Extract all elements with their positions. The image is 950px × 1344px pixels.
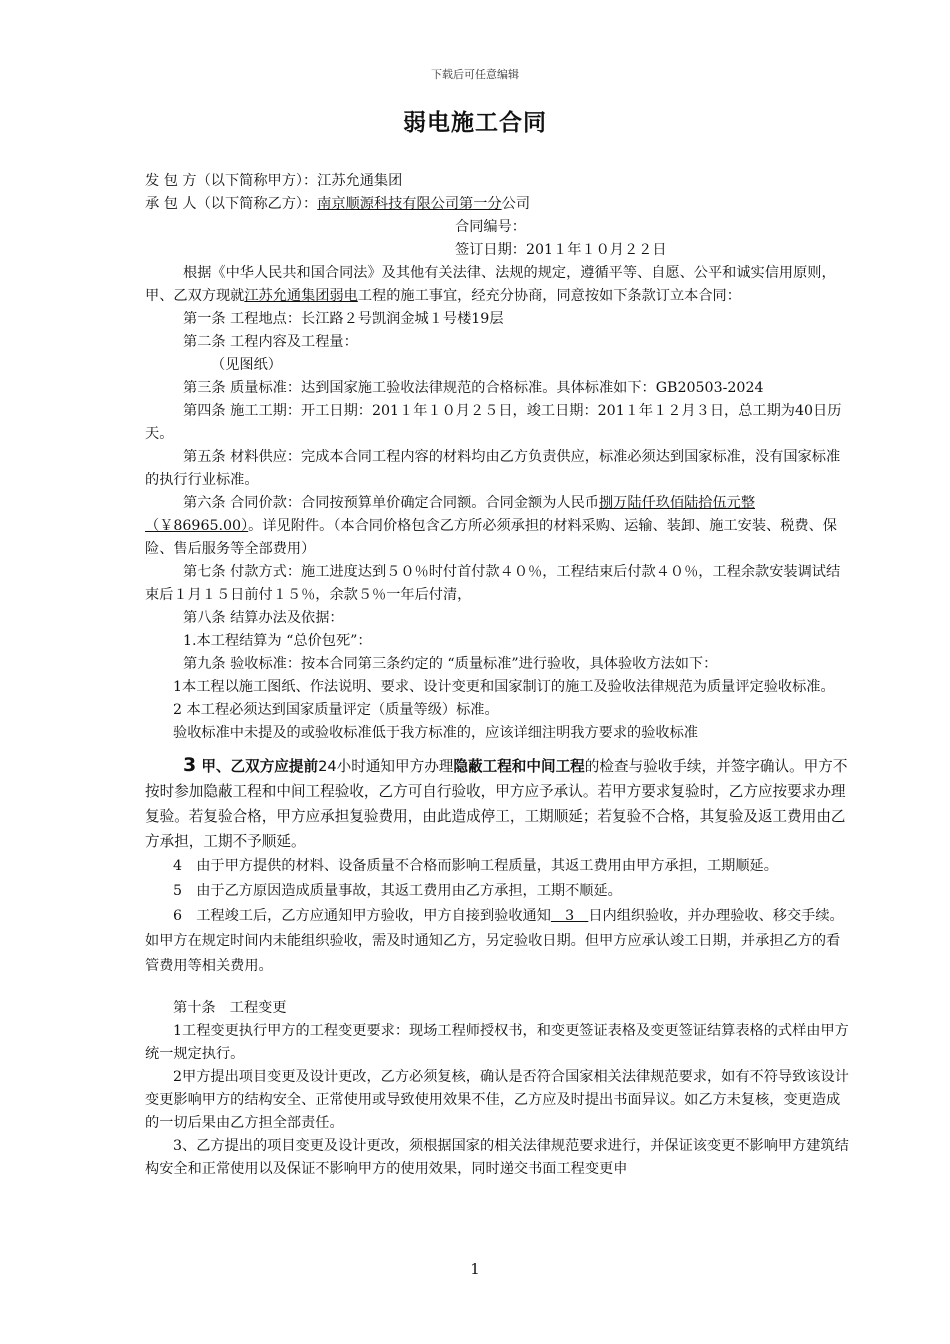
clause-9: 第九条 验收标准：按本合同第三条约定的 “质量标准”进行验收，具体验收方法如下： xyxy=(183,656,718,672)
clause-9-item-2: 2 本工程必须达到国家质量评定（质量等级）标准。 xyxy=(173,702,499,718)
clause-3: 第三条 质量标准：达到国家施工验收法律规范的合格标准。具体标准如下：GB20503-2024 xyxy=(183,380,764,396)
header-note: 下载后可任意编辑 xyxy=(431,68,519,81)
project-name: 江苏允通集团弱电 xyxy=(244,288,358,304)
sign-date: 签订日期：201１年１０月２２日 xyxy=(455,242,667,258)
intro-paragraph: 根据《中华人民共和国合同法》及其他有关法律、法规的规定，遵循平等、自愿、公平和诚实信用原则，甲、乙双方现就江苏允通集团弱电工程的施工事宜，经充分协商，同意按如下条款订立本合同： xyxy=(145,265,836,304)
contract-body xyxy=(145,170,853,1181)
clause-1: 第一条 工程地点：长江路２号凯润金城１号楼19层 xyxy=(183,311,504,327)
clause-9-note: 验收标准中未提及的或验收标准低于我方标准的，应该详细注明我方要求的验收标准 xyxy=(173,725,698,741)
clause-10-item-2: 2甲方提出项目变更及设计更改，乙方必须复核，确认是否符合国家相关法律规范要求，如有不符导致该设计变更影响甲方的结构安全、正常使用或导致使用效果不佳，乙方应及时提出书面异议。如乙方未复核，变更造成的一切后果由乙方担全部责任。 xyxy=(145,1069,849,1131)
clause-10: 第十条 工程变更 xyxy=(173,1000,287,1016)
party-b-name: 南京顺源科技有限公司第一分 xyxy=(317,196,502,212)
clause-9-item-5: 5 由于乙方原因造成质量事故，其返工费用由乙方承担，工期不顺延。 xyxy=(173,883,622,899)
clause-10-item-3: 3、乙方提出的项目变更及设计更改，须根据国家的相关法律规范要求进行，并保证该变更不影响甲方建筑结构安全和正常使用以及保证不影响甲方的使用效果，同时递交书面工程变更申 xyxy=(145,1138,849,1177)
clause-6: 第六条 合同价款：合同按预算单价确定合同额。合同金额为人民币捌万陆仟玖佰陆拾伍元整（￥86965.00）。详见附件。（本合同价格包含乙方所必须承担的材料采购、运输、装卸、施工安装、税费、保险、售后服务等全部费用） xyxy=(145,495,837,557)
clause-10-item-1: 1工程变更执行甲方的工程变更要求：现场工程师授权书，和变更签证表格及变更签证结算表格的式样由甲方统一规定执行。 xyxy=(145,1023,849,1062)
party-b-line: 承 包 人（以下简称乙方）：南京顺源科技有限公司第一分公司 xyxy=(145,196,531,212)
clause-9-item-1: 1本工程以施工图纸、作法说明、要求、设计变更和国家制订的施工及验收法律规范为质量评定验收标准。 xyxy=(173,679,835,695)
document-title: 弱电施工合同 xyxy=(403,110,547,136)
clause-4: 第四条 施工工期：开工日期：201１年１０月２５日，竣工日期：201１年１２月３日，总工期为40日历天。 xyxy=(145,403,842,442)
clause-5: 第五条 材料供应：完成本合同工程内容的材料均由乙方负责供应，标准必须达到国家标准，没有国家标准的执行行业标准。 xyxy=(145,449,841,488)
page-number: 1 xyxy=(470,1260,480,1278)
contract-number: 合同编号： xyxy=(455,219,526,235)
clause-2-note: （见图纸） xyxy=(211,357,282,373)
clause-2: 第二条 工程内容及工程量： xyxy=(183,334,358,350)
clause-8-item-1: 1.本工程结算为 “总价包死”： xyxy=(183,633,372,649)
clause-9-item-4: 4 由于甲方提供的材料、设备质量不合格而影响工程质量，其返工费用由甲方承担，工期顺延。 xyxy=(173,858,778,874)
clause-7: 第七条 付款方式：施工进度达到５０％时付首付款４０％，工程结束后付款４０％，工程余款安装调试结束后１月１５日前付１５％，余款５％一年后付清， xyxy=(145,564,841,603)
contract-amount: 捌万陆仟玖佰陆拾伍元整（￥86965.00） xyxy=(145,495,756,534)
spacer xyxy=(145,979,853,997)
clause-9-item-6: 6 工程竣工后，乙方应通知甲方验收，甲方自接到验收通知 3 日内组织验收，并办理验收、移交手续。如甲方在规定时间内未能组织验收，需及时通知乙方，另定验收日期。但甲方应承认竣工日期，并承担乙方的看管费用等相关费用。 xyxy=(145,908,844,974)
clause-9-item-3: 3 甲、乙双方应提前24小时通知甲方办理隐蔽工程和中间工程的检查与验收手续，并签字确认。甲方不按时参加隐蔽工程和中间工程验收，乙方可自行验收，甲方应予承认。若甲方要求复验时，乙方应按要求办理复验。若复验合格，甲方应承担复验费用，由此造成停工，工期顺延；若复验不合格，其复验及返工费用由乙方承担，工期不予顺延。 xyxy=(145,754,848,850)
clause-8: 第八条 结算办法及依据： xyxy=(183,610,344,626)
acceptance-days: 3 xyxy=(550,908,589,924)
party-a-line: 发 包 方（以下简称甲方）：江苏允通集团 xyxy=(145,173,403,189)
